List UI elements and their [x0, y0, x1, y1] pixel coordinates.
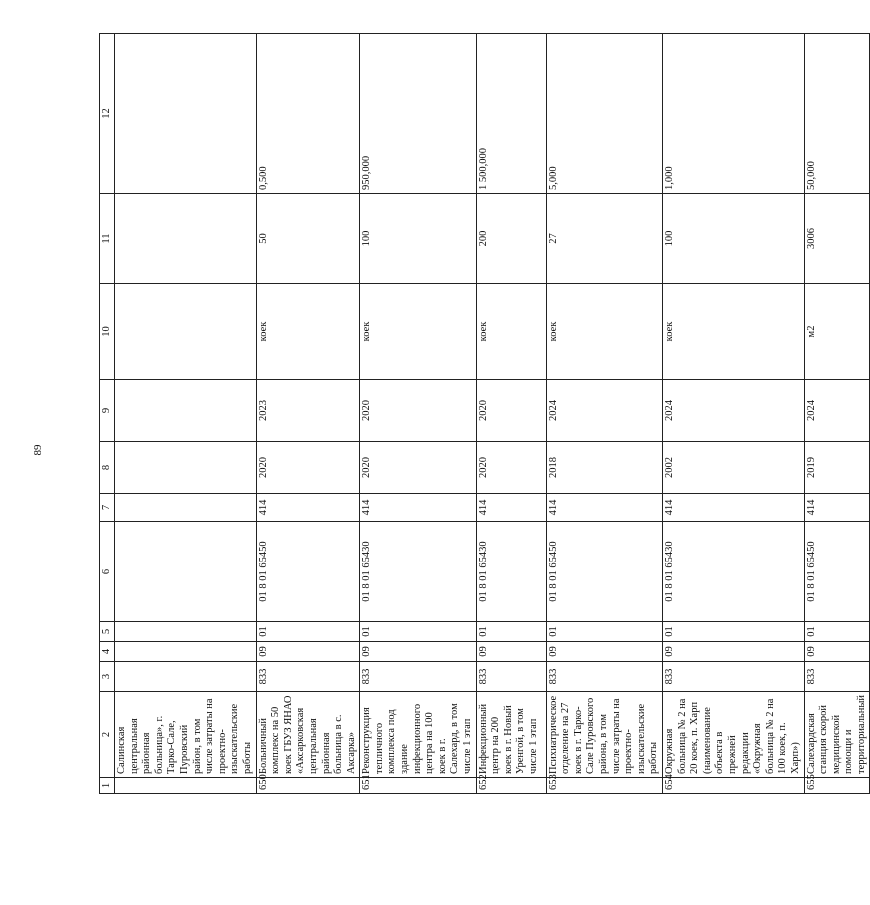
table-cell-col-10: коек	[360, 284, 476, 380]
table-cell-col-10: коек	[476, 284, 546, 380]
table-cell-col-3: 833	[360, 662, 476, 692]
table-cell-col-3: 833	[546, 662, 662, 692]
table-cell-col-12: 5,000	[546, 34, 662, 194]
header-cell: 6	[100, 522, 115, 622]
table-cell-col-7: 414	[804, 494, 870, 522]
table-cell-col-3: 833	[256, 662, 360, 692]
rotated-page	[99, 34, 867, 794]
header-cell: 10	[100, 284, 115, 380]
table-cell-col-4: 09	[662, 642, 804, 662]
table-cell-col-1: 655	[804, 778, 870, 794]
table-cell-col-4: 09	[256, 642, 360, 662]
table-cell-col-7: 414	[256, 494, 360, 522]
table-cell-col-5: 01	[662, 622, 804, 642]
table-cell-col-10: коек	[256, 284, 360, 380]
table-cell-col-4: 09	[804, 642, 870, 662]
table-cell-col-2: Реконструкция тепличного комплекса под здание инфекционного центра на 100 коек в г. Салехард, в том числе 1 этап	[360, 692, 476, 778]
table-cell-col-12: 950,000	[360, 34, 476, 194]
table-cell-col-12: 0,500	[256, 34, 360, 194]
table-row	[115, 34, 257, 794]
table-cell-col-1	[115, 778, 257, 794]
table-cell-col-10: м2	[804, 284, 870, 380]
table-row	[256, 34, 360, 794]
table-cell-col-3: 833	[804, 662, 870, 692]
table-cell-col-2: Окружная больница № 2 на 20 коек, п. Харп (наименование объекта в прежней редакции «Окружная больница № 2 на 100 коек, п. Харп»)	[662, 692, 804, 778]
table-cell-col-11: 27	[546, 194, 662, 284]
table-cell-col-10: коек	[662, 284, 804, 380]
table-cell-col-8: 2018	[546, 442, 662, 494]
table-cell-col-12: 50,000	[804, 34, 870, 194]
table-cell-col-5: 01	[546, 622, 662, 642]
table-cell-col-11: 100	[662, 194, 804, 284]
table-cell-col-3: 833	[476, 662, 546, 692]
header-row	[100, 34, 115, 794]
table-cell-col-11: 100	[360, 194, 476, 284]
table-cell-col-7: 414	[662, 494, 804, 522]
table-cell-col-1: 654	[662, 778, 804, 794]
table-cell-col-1: 650	[256, 778, 360, 794]
table-cell-col-4: 09	[476, 642, 546, 662]
header-cell: 12	[100, 34, 115, 194]
table-cell-col-5	[115, 622, 257, 642]
header-cell: 11	[100, 194, 115, 284]
table-row	[546, 34, 662, 794]
page-number: 89	[32, 444, 44, 456]
table-row	[360, 34, 476, 794]
table-row	[804, 34, 870, 794]
table-cell-col-9: 2020	[476, 380, 546, 442]
table-cell-col-7: 414	[360, 494, 476, 522]
table-cell-col-10: коек	[546, 284, 662, 380]
table-cell-col-6: 01 8 01 65450	[804, 522, 870, 622]
table-cell-col-4: 09	[360, 642, 476, 662]
table-cell-col-9	[115, 380, 257, 442]
table-cell-col-9: 2020	[360, 380, 476, 442]
table-cell-col-2: Больничный комплекс на 50 коек ГБУЗ ЯНАО «Аксарковская центральная районная больница в с. Аксарка»	[256, 692, 360, 778]
table-cell-col-8: 2020	[360, 442, 476, 494]
table-body	[100, 34, 870, 794]
table-cell-col-5: 01	[476, 622, 546, 642]
table-cell-col-6	[115, 522, 257, 622]
header-cell: 1	[100, 778, 115, 794]
header-cell: 7	[100, 494, 115, 522]
table-cell-col-12: 1 500,000	[476, 34, 546, 194]
table-cell-col-8: 2019	[804, 442, 870, 494]
table-cell-col-8	[115, 442, 257, 494]
table-cell-col-2: Психиатрическое отделение на 27 коек в г. Тарко-Сале Пуровского района, в том числе затраты на проектно-изыскательские работы	[546, 692, 662, 778]
table-cell-col-2: Салехардская станция скорой медицинской помощи и территориальный	[804, 692, 870, 778]
table-cell-col-6: 01 8 01 65430	[476, 522, 546, 622]
table-cell-col-8: 2020	[256, 442, 360, 494]
table-cell-col-5: 01	[804, 622, 870, 642]
table-cell-col-9: 2024	[662, 380, 804, 442]
header-cell: 8	[100, 442, 115, 494]
table-cell-col-4: 09	[546, 642, 662, 662]
table-cell-col-11: 200	[476, 194, 546, 284]
table-cell-col-9: 2023	[256, 380, 360, 442]
table-cell-col-2: Салинская центральная районная больница», г. Тарко-Сале, Пуровский район, в том числе затраты на проектно-изыскательские работы	[115, 692, 257, 778]
table-cell-col-2: Инфекционный центр на 200 коек в г. Новый Уренгой, в том числе 1 этап	[476, 692, 546, 778]
table-cell-col-10	[115, 284, 257, 380]
table-cell-col-5: 01	[256, 622, 360, 642]
header-cell: 2	[100, 692, 115, 778]
table-cell-col-3: 833	[662, 662, 804, 692]
table-cell-col-8: 2020	[476, 442, 546, 494]
header-cell: 9	[100, 380, 115, 442]
data-table	[99, 33, 870, 794]
table-cell-col-8: 2002	[662, 442, 804, 494]
table-cell-col-12: 1,000	[662, 34, 804, 194]
header-cell: 3	[100, 662, 115, 692]
table-cell-col-7	[115, 494, 257, 522]
table-cell-col-6: 01 8 01 65430	[662, 522, 804, 622]
header-cell: 5	[100, 622, 115, 642]
table-cell-col-12	[115, 34, 257, 194]
table-cell-col-7: 414	[476, 494, 546, 522]
table-cell-col-6: 01 8 01 65430	[360, 522, 476, 622]
table-cell-col-3	[115, 662, 257, 692]
table-cell-col-5: 01	[360, 622, 476, 642]
table-row	[476, 34, 546, 794]
table-cell-col-1: 651	[360, 778, 476, 794]
table-cell-col-9: 2024	[546, 380, 662, 442]
table-row	[662, 34, 804, 794]
table-cell-col-9: 2024	[804, 380, 870, 442]
table-cell-col-11: 50	[256, 194, 360, 284]
table-cell-col-6: 01 8 01 65450	[546, 522, 662, 622]
table-cell-col-7: 414	[546, 494, 662, 522]
header-cell: 4	[100, 642, 115, 662]
table-cell-col-11	[115, 194, 257, 284]
table-cell-col-1: 653	[546, 778, 662, 794]
table-cell-col-4	[115, 642, 257, 662]
table-cell-col-6: 01 8 01 65450	[256, 522, 360, 622]
table-cell-col-1: 652	[476, 778, 546, 794]
table-cell-col-11: 3006	[804, 194, 870, 284]
